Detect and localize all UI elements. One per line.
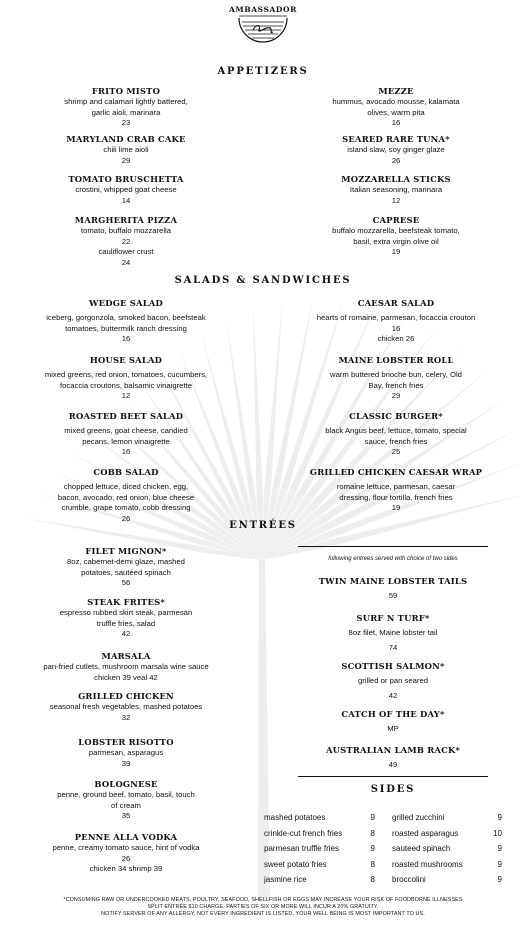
menu-item: [298, 575, 488, 602]
side-item-price: 10: [493, 828, 502, 838]
menu-item-name: MARGHERITA PIZZA: [74, 215, 178, 225]
footer-line: *CONSUMING RAW OR UNDERCOOKED MEATS, POULTRY, SEAFOOD, SHELLFISH OR EGGS MAY INCREASE YOUR RISK OF FOODBORNE ILLNESSES: [63, 897, 463, 903]
menu-item-name: STEAK FRITES*: [87, 597, 165, 607]
menu-item-description: bacon, avocado, red onion, blue cheese: [57, 492, 195, 502]
menu-item: [6, 650, 246, 683]
menu-item: [298, 612, 488, 653]
menu-item: [298, 744, 488, 771]
menu-item-description: garlic aioli, marinara: [91, 107, 161, 117]
menu-item-description: espresso rubbed skirt steak, parmesan: [59, 608, 193, 617]
menu-item-name: TOMATO BRUSCHETTA: [68, 174, 184, 184]
menu-item-description: penne, ground beef, tomato, basil, touch: [57, 790, 195, 799]
side-item-price: 9: [497, 813, 502, 822]
menu-item-description: iceberg, gorgonzola, smoked bacon, beefsteak: [46, 313, 206, 322]
menu-item-description: Italian seasoning, marinara: [349, 185, 443, 194]
menu-item-price: 56: [121, 578, 131, 587]
menu-item-price: 26: [121, 513, 131, 523]
side-item-price: 8: [370, 875, 375, 884]
menu-item: [11, 85, 241, 129]
menu-item: [6, 297, 246, 345]
menu-item-description: romaine lettuce, parmesan, caesar: [336, 482, 456, 491]
menu-item: [11, 133, 241, 166]
entrees-heading: ENTRÉES: [229, 520, 297, 531]
menu-item-name: WEDGE SALAD: [89, 298, 163, 308]
menu-item-name: SURF N TURF*: [356, 613, 430, 623]
menu-item-description: black Angus beef, lettuce, tomato, special: [325, 426, 467, 435]
menu-item: [6, 690, 246, 723]
menu-item: [276, 297, 516, 345]
side-item-name: roasted mushrooms: [392, 859, 463, 869]
menu-item-description: tomatoes, buttermilk ranch dressing: [65, 323, 187, 333]
menu-item-price: 26: [121, 853, 131, 863]
menu-item-price: 29: [391, 391, 401, 400]
menu-item-description: chili lime aioli: [103, 145, 149, 154]
menu-item: [281, 133, 511, 166]
menu-item-description: sauce, french fries: [364, 436, 428, 446]
menu-item-name: SEARED RARE TUNA*: [342, 134, 450, 144]
menu-item-description: penne, creamy tomato sauce, hint of vodka: [52, 843, 200, 852]
menu-item: [298, 708, 488, 735]
menu-item-name: TWIN MAINE LOBSTER TAILS: [318, 576, 468, 586]
menu-item-name: AUSTRALIAN LAMB RACK*: [325, 745, 461, 755]
menu-item-description: 8oz filet, Maine lobster tail: [348, 628, 438, 637]
menu-item-name: FILET MIGNON*: [85, 546, 167, 556]
menu-item-description: hearts of romaine, parmesan, focaccia crouton: [316, 313, 476, 322]
menu-item-description: crostini, whipped goat cheese: [75, 185, 177, 194]
side-item-name: mashed potatoes: [264, 813, 326, 822]
menu-item-price: 16: [121, 334, 131, 343]
menu-item-price: 35: [121, 811, 131, 820]
menu-item-price: 16: [391, 323, 401, 333]
footer-disclaimer: [20, 897, 506, 918]
side-item-price: 9: [497, 875, 502, 884]
menu-item: [281, 214, 511, 258]
menu-item-price: 59: [388, 591, 398, 600]
menu-item-price: 16: [121, 447, 131, 456]
side-item-name: crinkle-cut french fries: [264, 828, 343, 838]
menu-item-price: 26: [391, 155, 401, 165]
menu-item-name: MEZZE: [378, 86, 414, 96]
menu-item-price: 42: [388, 690, 398, 700]
menu-item-name: COBB SALAD: [93, 467, 159, 477]
menu-item-price: MP: [387, 724, 399, 733]
menu-item-price: 12: [391, 195, 401, 205]
menu-item-name: MAINE LOBSTER ROLL: [338, 355, 454, 365]
menu-item: [6, 596, 246, 640]
menu-item-description: chopped lettuce, diced chicken, egg,: [63, 482, 189, 491]
menu-item-price: 19: [391, 247, 401, 256]
side-item-price: 9: [370, 844, 375, 853]
menu-item-description: pecans, lemon vinaigrette: [82, 436, 170, 446]
menu-item-name: FRITO MISTO: [91, 86, 161, 96]
menu-item-name: CLASSIC BURGER*: [349, 411, 443, 421]
menu-item: [276, 410, 516, 458]
menu-item-name: MARYLAND CRAB CAKE: [66, 134, 186, 144]
menu-item-name: GRILLED CHICKEN CAESAR WRAP: [309, 467, 483, 477]
menu-item-price: 24: [121, 257, 131, 267]
logo-wordmark: AMBASSADOR: [228, 5, 298, 14]
entrees-sides-note: following entrees served with choice of two sides: [328, 556, 458, 562]
sides-divider: [298, 776, 488, 777]
menu-item: [281, 85, 511, 129]
side-item-name: roasted asparagus: [392, 828, 459, 838]
menu-item-price: cauliflower crust: [98, 247, 154, 256]
menu-item: [11, 173, 241, 206]
menu-item-price: chicken 26: [377, 334, 415, 343]
entrees-divider: [298, 546, 488, 547]
menu-item-price: 49: [388, 760, 398, 769]
menu-item-description: hummus, avocado mousse, kalamata: [332, 97, 460, 106]
menu-item-description: grilled or pan seared: [357, 676, 429, 685]
side-item-name: sweet potato fries: [264, 859, 327, 869]
menu-item: [11, 214, 241, 268]
menu-item: [6, 831, 246, 875]
menu-item-description: truffle fries, salad: [96, 618, 156, 628]
sides-heading: SIDES: [370, 784, 416, 795]
menu-item-description: Bay, french fries: [368, 380, 424, 390]
menu-item-description: tomato, buffalo mozzarella: [80, 226, 172, 235]
menu-item-price: 19: [391, 503, 401, 512]
menu-item-name: CAPRESE: [372, 215, 420, 225]
side-item-price: 9: [497, 859, 502, 869]
side-item-name: grilled zucchini: [392, 813, 445, 822]
menu-item-description: of cream: [111, 800, 141, 810]
side-item-price: 8: [370, 859, 375, 869]
salads-sandwiches-heading: SALADS & SANDWICHES: [174, 275, 352, 286]
menu-item-description: seasonal fresh vegetables, mashed potatoes: [49, 702, 203, 711]
menu-item: [6, 354, 246, 402]
menu-item-description: crumble, grape tomato, cobb dressing: [61, 503, 191, 512]
menu-item-name: HOUSE SALAD: [89, 355, 163, 365]
menu-item-name: MARSALA: [101, 651, 151, 661]
side-item-name: broccolini: [392, 875, 426, 884]
menu-item: [276, 466, 516, 514]
menu-item-description: potatoes, sautéed spinach: [81, 567, 171, 577]
menu-item-description: mixed greens, goat cheese, candied: [64, 426, 188, 435]
menu-item-description: mixed greens, red onion, tomatoes, cucumbers,: [44, 370, 208, 379]
menu-item-price: 39: [121, 758, 131, 768]
side-item-price: 9: [370, 813, 375, 822]
menu-item-description: focaccia croutons, balsamic vinaigrette: [59, 380, 193, 390]
menu-item-description: dressing, flour tortilla, french fries: [339, 492, 453, 502]
menu-item-price: chicken 34 shrimp 39: [89, 864, 163, 873]
footer-line: NOTIFY SERVER OF ANY ALLERGY, NOT EVERY INGREDIENT IS LISTED, YOUR WELL BEING IS MOST IMPORTANT TO US.: [101, 911, 425, 917]
menu-item: [6, 778, 246, 822]
menu-item-description: 8oz, cabernet-demi glaze, mashed: [67, 557, 185, 566]
menu-item-price: 14: [121, 195, 131, 205]
menu-item-price: 23: [121, 118, 131, 127]
side-item-name: jasmine rice: [264, 875, 307, 884]
menu-item-description: basil, extra virgin olive oil: [353, 236, 439, 246]
menu-item-description: olives, warm pita: [367, 107, 425, 117]
menu-item-description: parmesan, asparagus: [88, 748, 164, 757]
menu-item: [6, 736, 246, 769]
menu-item-name: ROASTED BEET SALAD: [68, 411, 184, 421]
menu-item: [281, 173, 511, 206]
menu-item-name: GRILLED CHICKEN: [78, 691, 174, 701]
menu-item-price: 74: [388, 642, 398, 652]
menu-item-price: 16: [391, 118, 401, 127]
menu-item-description: buffalo mozzarella, beefsteak tomato,: [332, 226, 460, 235]
appetizers-heading: APPETIZERS: [217, 66, 309, 77]
menu-item: [6, 545, 246, 589]
side-item-name: sauteed spinach: [392, 844, 451, 853]
menu-item: [6, 466, 246, 524]
menu-item-price: 22: [121, 236, 131, 246]
menu-item-name: PENNE ALLA VODKA: [74, 832, 178, 842]
menu-item-name: MOZZARELLA STICKS: [341, 174, 451, 184]
menu-item: [298, 660, 488, 701]
menu-item-name: CAESAR SALAD: [357, 298, 435, 308]
menu-item-price: 42: [121, 629, 131, 638]
menu-item: [6, 410, 246, 458]
menu-item-description: warm buttered brioche bun, celery, Old: [330, 370, 462, 379]
menu-item-price: 25: [391, 447, 401, 456]
menu-item-price: 32: [121, 712, 131, 722]
menu-item-name: LOBSTER RISOTTO: [78, 737, 174, 747]
menu-item-description: island slaw, soy ginger glaze: [347, 145, 445, 154]
menu-item-name: CATCH OF THE DAY*: [341, 709, 445, 719]
menu-item-name: SCOTTISH SALMON*: [341, 661, 445, 671]
menu-item-description: pan-fried cutlets, mushroom marsala wine sauce: [43, 662, 209, 671]
menu-item-price: chicken 39 veal 42: [94, 672, 158, 682]
menu-item: [276, 354, 516, 402]
side-item-price: 8: [370, 828, 375, 838]
side-item-name: parmesan truffle fries: [264, 844, 339, 853]
footer-line: SPLIT ENTRÉE $10 CHARGE. PARTIES OF SIX OR MORE WILL INCUR A 20% GRATUITY.: [147, 904, 379, 910]
side-item-price: 9: [497, 844, 502, 853]
menu-item-description: shrimp and calamari lightly battered,: [64, 97, 188, 106]
menu-item-price: 12: [121, 391, 131, 400]
menu-item-name: BOLOGNESE: [94, 779, 158, 789]
menu-item-price: 29: [121, 155, 131, 165]
